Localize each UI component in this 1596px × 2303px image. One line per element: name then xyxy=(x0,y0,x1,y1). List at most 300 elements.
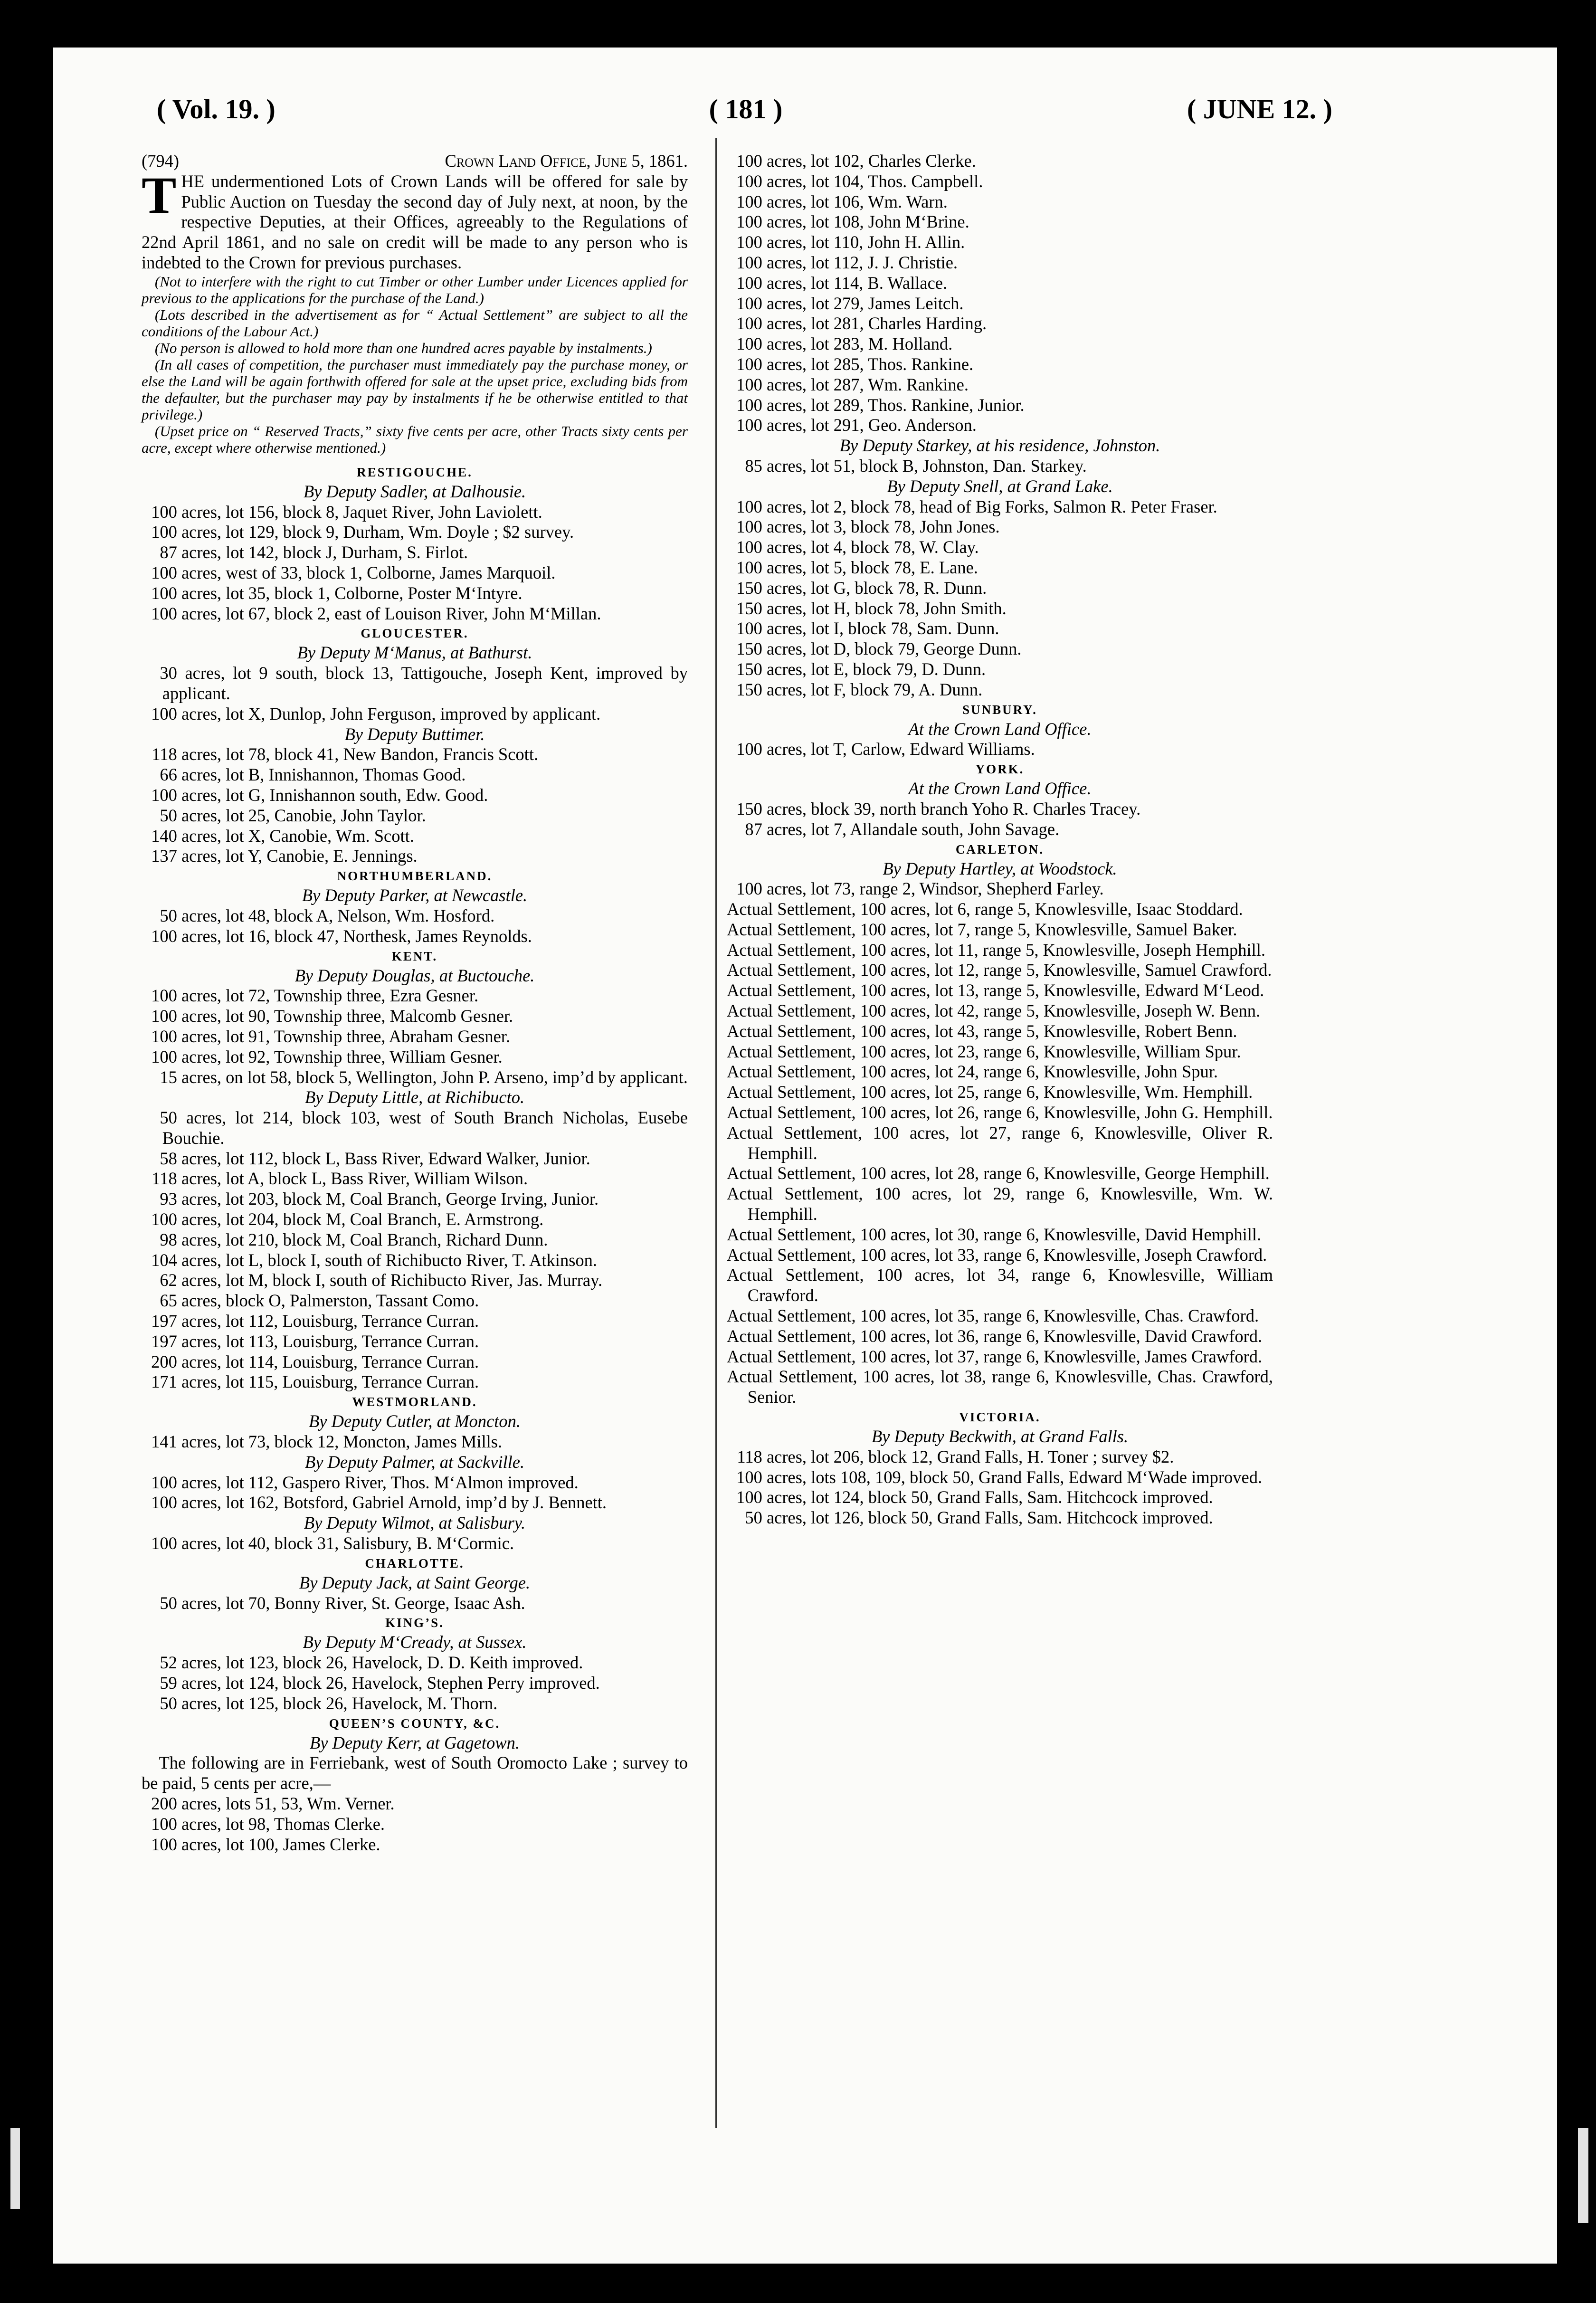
acreage: 50 xyxy=(160,905,177,925)
lot-entry xyxy=(727,537,1273,558)
lot-entry xyxy=(727,1487,1273,1508)
acreage: 100 xyxy=(736,151,762,171)
acreage: 98 xyxy=(160,1229,177,1249)
lot-entry xyxy=(142,1432,688,1452)
lot-description: acres, lot 9 south, block 13, Tattigouche, Joseph Kent, improved by applicant. xyxy=(162,663,688,703)
acreage: 100 xyxy=(151,1209,177,1229)
lot-entry xyxy=(142,765,688,785)
lot-entry xyxy=(142,926,688,947)
acreage: 100 xyxy=(736,334,762,354)
right-column xyxy=(727,151,1273,1528)
lot-description: acres, lot 5, block 78, E. Lane. xyxy=(762,557,978,577)
lot-description: acres, lot 210, block M, Coal Branch, Richard Dunn. xyxy=(177,1229,548,1249)
acreage: 200 xyxy=(151,1794,177,1813)
county-heading: WESTMORLAND. xyxy=(352,1395,477,1409)
acreage: 100 xyxy=(736,232,762,252)
lot-description: acres, lot X, Canobie, Wm. Scott. xyxy=(177,826,414,846)
acreage: 150 xyxy=(736,639,762,659)
lot-entry xyxy=(727,212,1273,232)
lot-description: acres, lot 70, Bonny River, St. George, Isaac Ash. xyxy=(177,1593,525,1613)
lot-description: acres, block O, Palmerston, Tassant Como. xyxy=(177,1291,479,1311)
lot-description: acres, lot 214, block 103, west of South Branch Nicholas, Eusebe Bouchie. xyxy=(162,1108,688,1148)
settlement-lot-entry: Actual Settlement, 100 acres, lot 30, range 6, Knowlesville, David Hemphill. xyxy=(727,1224,1262,1244)
notice-heading xyxy=(142,151,688,171)
acreage: 118 xyxy=(152,1169,177,1189)
county-heading: VICTORIA. xyxy=(959,1410,1041,1425)
lot-entry xyxy=(142,1673,688,1694)
lot-entry xyxy=(727,599,1273,619)
lot-description: acres, lot 126, block 50, Grand Falls, Sam. Hitchcock improved. xyxy=(762,1508,1213,1528)
lot-entry xyxy=(142,583,688,604)
lot-entry xyxy=(142,1169,688,1189)
deputy-heading: By Deputy Little, at Richibucto. xyxy=(304,1087,525,1107)
lot-description: acres, lot 287, Wm. Rankine. xyxy=(762,374,969,394)
lot-entry xyxy=(142,906,688,926)
lot-description: acres, block 39, north branch Yoho R. Charles Tracey. xyxy=(762,799,1141,818)
lot-entry xyxy=(727,294,1273,314)
settlement-lot-entry: Actual Settlement, 100 acres, lot 27, range 6, Knowlesville, Oliver R. Hemphill. xyxy=(727,1123,1273,1163)
acreage: 85 xyxy=(745,456,762,476)
settlement-lot-entry: Actual Settlement, 100 acres, lot 26, range 6, Knowlesville, John G. Hemphill. xyxy=(727,1103,1273,1123)
acreage: 100 xyxy=(151,986,177,1006)
acreage: 100 xyxy=(736,557,762,577)
lot-description: acres, lot 102, Charles Clerke. xyxy=(762,151,976,171)
lot-description: acres, lot 25, Canobie, John Taylor. xyxy=(177,805,426,825)
deputy-heading: By Deputy Snell, at Grand Lake. xyxy=(887,476,1113,496)
deputy-heading: By Deputy Cutler, at Moncton. xyxy=(308,1411,521,1431)
lot-description: acres, lot 35, block 1, Colborne, Poster M‘Intyre. xyxy=(177,583,522,603)
settlement-lot-entry: Actual Settlement, 100 acres, lot 25, range 6, Knowlesville, Wm. Hemphill. xyxy=(727,1082,1253,1102)
acreage: 100 xyxy=(151,583,177,603)
acreage: 50 xyxy=(160,1593,177,1613)
lot-entry xyxy=(727,253,1273,273)
acreage: 100 xyxy=(151,1047,177,1066)
lot-entry xyxy=(142,1533,688,1554)
county-heading: YORK. xyxy=(975,762,1025,777)
acreage: 150 xyxy=(736,679,762,699)
lot-entry xyxy=(727,375,1273,395)
deputy-heading: By Deputy Kerr, at Gagetown. xyxy=(310,1732,520,1752)
lot-description: acres, lot 3, block 78, John Jones. xyxy=(762,517,1000,537)
acreage: 100 xyxy=(736,191,762,211)
county-heading: RESTIGOUCHE. xyxy=(357,465,473,479)
lot-entry xyxy=(727,619,1273,639)
settlement-lot-entry: Actual Settlement, 100 acres, lot 43, range 5, Knowlesville, Robert Benn. xyxy=(727,1021,1237,1041)
lot-entry xyxy=(142,542,688,563)
lot-entry xyxy=(142,663,688,704)
lot-entry xyxy=(142,846,688,866)
acreage: 50 xyxy=(160,805,177,825)
lot-entry xyxy=(727,639,1273,659)
acreage: 197 xyxy=(151,1311,177,1331)
lot-entry xyxy=(727,273,1273,294)
lot-description: acres, lot 204, block M, Coal Branch, E. Armstrong. xyxy=(177,1209,544,1229)
acreage: 100 xyxy=(151,502,177,522)
acreage: 100 xyxy=(736,212,762,232)
lot-description: acres, lot 142, block J, Durham, S. Firlot. xyxy=(177,542,468,562)
lot-description: acres, lot 281, Charles Harding. xyxy=(762,314,987,333)
lot-description: acres, lot 113, Louisburg, Terrance Curran. xyxy=(177,1331,479,1351)
lot-entry xyxy=(727,151,1273,171)
acreage: 100 xyxy=(736,374,762,394)
lot-entry xyxy=(142,986,688,1006)
acreage: 171 xyxy=(151,1372,177,1392)
lot-entry xyxy=(727,517,1273,537)
acreage: 150 xyxy=(736,659,762,679)
lot-description: acres, lot 114, Louisburg, Terrance Curran. xyxy=(177,1351,479,1371)
left-column xyxy=(142,151,688,1855)
lot-description: acres, lot 100, James Clerke. xyxy=(177,1834,380,1854)
acreage: 100 xyxy=(151,562,177,582)
acreage: 50 xyxy=(745,1508,762,1528)
lot-description: acres, lot D, block 79, George Dunn. xyxy=(762,639,1022,659)
page-number: ( 181 ) xyxy=(709,94,783,124)
deputy-heading: By Deputy Palmer, at Sackville. xyxy=(304,1452,525,1472)
acreage: 100 xyxy=(736,537,762,557)
lot-entry xyxy=(142,563,688,583)
lot-description: acres, lot 108, John M‘Brine. xyxy=(762,212,969,232)
settlement-lot-entry: Actual Settlement, 100 acres, lot 33, range 6, Knowlesville, Joseph Crawford. xyxy=(727,1245,1267,1265)
acreage: 100 xyxy=(736,496,762,516)
lot-description: acres, lot F, block 79, A. Dunn. xyxy=(762,679,983,699)
right-listings xyxy=(727,151,1273,1528)
acreage: 100 xyxy=(151,603,177,623)
lot-description: acres, lot 124, block 26, Havelock, Stephen Perry improved. xyxy=(177,1673,600,1693)
lot-description: acres, on lot 58, block 5, Wellington, John P. Arseno, imp’d by applicant. xyxy=(177,1067,688,1087)
acreage: 65 xyxy=(160,1291,177,1311)
acreage: 100 xyxy=(736,171,762,191)
acreage: 58 xyxy=(160,1148,177,1168)
acreage: 100 xyxy=(736,252,762,272)
lot-entry xyxy=(142,704,688,724)
acreage: 118 xyxy=(737,1447,762,1466)
lot-entry xyxy=(142,1332,688,1352)
deputy-heading: By Deputy Buttimer. xyxy=(344,724,485,744)
lot-description: acres, lot 73, block 12, Moncton, James Mills. xyxy=(177,1432,503,1452)
lot-entry xyxy=(727,354,1273,375)
acreage: 52 xyxy=(160,1653,177,1673)
settlement-lot-entry: Actual Settlement, 100 acres, lot 35, range 6, Knowlesville, Chas. Crawford. xyxy=(727,1306,1259,1326)
acreage: 62 xyxy=(160,1270,177,1290)
acreage: 30 xyxy=(160,663,177,683)
lot-description: acres, lot 279, James Leitch. xyxy=(762,293,964,313)
acreage: 140 xyxy=(151,826,177,846)
acreage: 118 xyxy=(152,744,177,764)
lot-entry xyxy=(727,659,1273,680)
lot-entry xyxy=(727,1467,1273,1488)
settlement-lot-entry: Actual Settlement, 100 acres, lot 38, range 6, Knowlesville, Chas. Crawford, Senior. xyxy=(727,1367,1273,1407)
lot-description: acres, lot 283, M. Holland. xyxy=(762,334,953,354)
county-heading: QUEEN’S COUNTY, &C. xyxy=(329,1716,501,1731)
lot-entry xyxy=(727,558,1273,578)
settlement-lot-entry: Actual Settlement, 100 acres, lot 11, range 5, Knowlesville, Joseph Hemphill. xyxy=(727,940,1265,960)
acreage: 50 xyxy=(160,1108,177,1128)
acreage: 100 xyxy=(151,1533,177,1553)
lot-entry xyxy=(727,334,1273,354)
lot-entry xyxy=(142,1209,688,1230)
lot-description: acres, lot 112, J. J. Christie. xyxy=(762,252,958,272)
acreage: 100 xyxy=(736,517,762,537)
lot-entry xyxy=(142,744,688,765)
lot-description: acres, lot 156, block 8, Jaquet River, John Laviolett. xyxy=(177,502,542,522)
acreage: 104 xyxy=(151,1250,177,1270)
acreage: 100 xyxy=(736,739,762,759)
acreage: 100 xyxy=(151,1834,177,1854)
lot-entry xyxy=(727,1447,1273,1467)
acreage: 100 xyxy=(151,1006,177,1026)
settlement-lot-entry: Actual Settlement, 100 acres, lot 6, range 5, Knowlesville, Isaac Stoddard. xyxy=(727,899,1243,919)
lot-description: acres, lot 124, block 50, Grand Falls, Sam. Hitchcock improved. xyxy=(762,1487,1213,1507)
acreage: 87 xyxy=(745,819,762,839)
acreage: 100 xyxy=(736,273,762,293)
lot-entry xyxy=(727,415,1273,436)
acreage: 100 xyxy=(736,1487,762,1507)
lot-description: acres, lot 73, range 2, Windsor, Shepherd Farley. xyxy=(762,879,1104,899)
lot-description: acres, lot 129, block 9, Durham, Wm. Doyle ; $2 survey. xyxy=(177,522,574,542)
lot-entry xyxy=(142,1230,688,1250)
county-heading: GLOUCESTER. xyxy=(361,626,469,641)
notice-intro xyxy=(142,166,688,273)
lot-description: acres, lot 125, block 26, Havelock, M. Thorn. xyxy=(177,1693,498,1713)
lot-description: acres, lot 48, block A, Nelson, Wm. Hosford. xyxy=(177,905,495,925)
scan-edge-right xyxy=(1578,2128,1588,2223)
lot-description: acres, lot G, Innishannon south, Edw. Good. xyxy=(177,785,488,805)
settlement-lot-entry: Actual Settlement, 100 acres, lot 36, range 6, Knowlesville, David Crawford. xyxy=(727,1326,1263,1346)
lot-entry xyxy=(142,1291,688,1311)
lot-description: acres, lot 115, Louisburg, Terrance Curran. xyxy=(177,1372,479,1392)
notice-conditions xyxy=(142,273,688,456)
settlement-lot-entry: Actual Settlement, 100 acres, lot 28, range 6, Knowlesville, George Hemphill. xyxy=(727,1163,1270,1183)
lot-description: acres, lot 162, Botsford, Gabriel Arnold, imp’d by J. Bennett. xyxy=(177,1493,607,1513)
lot-entry xyxy=(142,1694,688,1714)
lot-description: acres, lot 104, Thos. Campbell. xyxy=(762,171,983,191)
acreage: 150 xyxy=(736,799,762,818)
acreage: 100 xyxy=(736,415,762,435)
lot-entry xyxy=(727,456,1273,476)
lot-description: acres, lot 98, Thomas Clerke. xyxy=(177,1814,385,1834)
condition-note: (No person is allowed to hold more than one hundred acres payable by instalments.) xyxy=(154,339,652,356)
acreage: 87 xyxy=(160,542,177,562)
deputy-heading: By Deputy Douglas, at Buctouche. xyxy=(294,965,535,985)
lot-entry xyxy=(727,578,1273,599)
deputy-heading: By Deputy Starkey, at his residence, Johnston. xyxy=(839,436,1160,456)
lot-entry xyxy=(142,785,688,806)
lot-description: acres, lot 67, block 2, east of Louison River, John M‘Millan. xyxy=(177,603,601,623)
lot-entry xyxy=(727,1508,1273,1528)
acreage: 100 xyxy=(151,1493,177,1513)
lot-entry xyxy=(142,1108,688,1149)
lot-description: acres, lot M, block I, south of Richibucto River, Jas. Murray. xyxy=(177,1270,603,1290)
condition-note: (Lots described in the advertisement as for “ Actual Settlement” are subject to all the conditions of the Labour Act.) xyxy=(142,306,688,340)
lot-description: acres, lot 51, block B, Johnston, Dan. Starkey. xyxy=(762,456,1087,476)
acreage: 150 xyxy=(736,598,762,618)
lot-entry xyxy=(142,1352,688,1372)
lot-description: acres, west of 33, block 1, Colborne, James Marquoil. xyxy=(177,562,556,582)
lot-description: acres, lot 110, John H. Allin. xyxy=(762,232,965,252)
settlement-lot-entry: Actual Settlement, 100 acres, lot 23, range 6, Knowlesville, William Spur. xyxy=(727,1041,1241,1061)
lot-entry xyxy=(142,1653,688,1673)
lot-description: acres, lot A, block L, Bass River, William Wilson. xyxy=(177,1169,528,1189)
lot-description: acres, lot H, block 78, John Smith. xyxy=(762,598,1007,618)
lot-entry xyxy=(142,1006,688,1027)
condition-note: (Not to interfere with the right to cut Timber or other Lumber under Licences applied for previous to the applications for the purchase of the Land.) xyxy=(142,273,688,306)
lot-description: acres, lot 206, block 12, Grand Falls, H. Toner ; survey $2. xyxy=(762,1447,1174,1466)
acreage: 50 xyxy=(160,1693,177,1713)
lot-description: acres, lot 72, Township three, Ezra Gesner. xyxy=(177,986,479,1006)
lot-entry xyxy=(727,497,1273,517)
settlement-lot-entry: Actual Settlement, 100 acres, lot 42, range 5, Knowlesville, Joseph W. Benn. xyxy=(727,1001,1261,1021)
lot-description: acres, lot 291, Geo. Anderson. xyxy=(762,415,977,435)
lot-description: acres, lot 91, Township three, Abraham Gesner. xyxy=(177,1026,511,1046)
lot-entry xyxy=(142,502,688,523)
lot-description: acres, lot 203, block M, Coal Branch, George Irving, Junior. xyxy=(177,1189,599,1209)
lot-entry xyxy=(727,739,1273,760)
acreage: 100 xyxy=(736,619,762,638)
lot-entry xyxy=(727,314,1273,334)
deputy-heading: By Deputy M‘Manus, at Bathurst. xyxy=(297,643,532,663)
acreage: 100 xyxy=(736,879,762,899)
county-heading: CARLETON. xyxy=(955,842,1045,856)
deputy-heading: By Deputy Parker, at Newcastle. xyxy=(302,885,528,905)
lot-entry xyxy=(142,1372,688,1392)
lot-entry xyxy=(727,232,1273,253)
acreage: 66 xyxy=(160,765,177,785)
lot-description: acres, lot X, Dunlop, John Ferguson, improved by applicant. xyxy=(177,704,601,723)
lot-description: acres, lot 112, block L, Bass River, Edward Walker, Junior. xyxy=(177,1148,590,1168)
acreage: 137 xyxy=(151,846,177,866)
lot-description: acres, lot I, block 78, Sam. Dunn. xyxy=(762,619,999,638)
lot-entry xyxy=(727,680,1273,700)
acreage: 100 xyxy=(736,354,762,374)
acreage: 100 xyxy=(151,522,177,542)
acreage: 100 xyxy=(736,314,762,333)
lot-entry xyxy=(142,1311,688,1332)
lot-description: acres, lot 289, Thos. Rankine, Junior. xyxy=(762,395,1025,415)
acreage: 197 xyxy=(151,1331,177,1351)
acreage: 200 xyxy=(151,1351,177,1371)
deputy-heading: By Deputy Sadler, at Dalhousie. xyxy=(303,481,526,501)
lot-description: acres, lot T, Carlow, Edward Williams. xyxy=(762,739,1035,759)
lot-description: acres, lot 40, block 31, Salisbury, B. M‘Cormic. xyxy=(177,1533,514,1553)
lot-entry xyxy=(727,171,1273,192)
left-listings xyxy=(142,463,688,1855)
settlement-lot-entry: Actual Settlement, 100 acres, lot 7, range 5, Knowlesville, Samuel Baker. xyxy=(727,919,1237,939)
notice-number: (794) xyxy=(142,151,180,171)
lot-description: acres, lot 92, Township three, William Gesner. xyxy=(177,1047,503,1066)
lot-description: acres, lot 112, Gaspero River, Thos. M‘Almon improved. xyxy=(177,1472,579,1492)
acreage: 93 xyxy=(160,1189,177,1209)
lot-entry xyxy=(142,1149,688,1169)
acreage: 15 xyxy=(160,1067,177,1087)
settlement-lot-entry: Actual Settlement, 100 acres, lot 29, range 6, Knowlesville, Wm. W. Hemphill. xyxy=(727,1184,1273,1224)
lot-description: acres, lot 2, block 78, head of Big Forks, Salmon R. Peter Fraser. xyxy=(762,496,1217,516)
deputy-heading: By Deputy Wilmot, at Salisbury. xyxy=(304,1513,526,1533)
lot-description: acres, lot 106, Wm. Warn. xyxy=(762,191,948,211)
volume-label: ( Vol. 19. ) xyxy=(157,94,276,124)
drop-cap: T xyxy=(142,166,177,224)
settlement-lot-entry: Actual Settlement, 100 acres, lot 24, range 6, Knowlesville, John Spur. xyxy=(727,1062,1218,1082)
deputy-heading: By Deputy Hartley, at Woodstock. xyxy=(883,858,1117,878)
lot-entry xyxy=(142,1270,688,1291)
lot-description: acres, lot L, block I, south of Richibucto River, T. Atkinson. xyxy=(177,1250,598,1270)
settlement-lot-entry: Actual Settlement, 100 acres, lot 12, range 5, Knowlesville, Samuel Crawford. xyxy=(727,960,1272,980)
lot-description: acres, lot 114, B. Wallace. xyxy=(762,273,948,293)
condition-note: (In all cases of competition, the purchaser must immediately pay the purchase money, or else the Land will be again forthwith offered for sale at the upset price, excluding bids from the defaulter, but the purchaser may pay by instalments if he be otherwise entitled to that privilege.) xyxy=(142,356,688,423)
county-heading: KING’S. xyxy=(385,1616,444,1630)
lot-description: acres, lot Y, Canobie, E. Jennings. xyxy=(177,846,418,866)
lot-description: acres, lot B, Innishannon, Thomas Good. xyxy=(177,765,466,785)
condition-note: (Upset price on “ Reserved Tracts,” sixty five cents per acre, other Tracts sixty cents per acre, except where otherwise mentioned.) xyxy=(142,422,688,456)
county-heading: NORTHUMBERLAND. xyxy=(337,869,493,884)
acreage: 100 xyxy=(151,704,177,723)
lot-entry xyxy=(727,799,1273,819)
acreage: 100 xyxy=(736,293,762,313)
lot-description: acres, lots 51, 53, Wm. Verner. xyxy=(177,1794,395,1813)
notice-office: Crown Land Office, June 5, 1861. xyxy=(445,151,688,171)
acreage: 100 xyxy=(151,1026,177,1046)
acreage: 150 xyxy=(736,578,762,598)
lot-entry xyxy=(142,1493,688,1513)
settlement-lot-entry: Actual Settlement, 100 acres, lot 37, range 6, Knowlesville, James Crawford. xyxy=(727,1346,1263,1366)
deputy-heading: By Deputy Beckwith, at Grand Falls. xyxy=(871,1427,1129,1447)
column-divider xyxy=(715,138,717,2128)
lot-description: acres, lot 112, Louisburg, Terrance Curran. xyxy=(177,1311,479,1331)
issue-date: ( JUNE 12. ) xyxy=(1187,94,1332,124)
notice-body: HE undermentioned Lots of Crown Lands will be offered for sale by Public Auction on Tuesday the second day of July next, at noon, by the respective Deputies, at their Offices, agreeably to the Regulations of 22nd April 1861, and no sale on credit will be made to any person who is indebted to the Crown for previous purchases. xyxy=(142,171,688,272)
lot-entry xyxy=(142,806,688,826)
lot-entry xyxy=(727,879,1273,899)
lot-description: acres, lot G, block 78, R. Dunn. xyxy=(762,578,987,598)
lot-description: acres, lot 78, block 41, New Bandon, Francis Scott. xyxy=(177,744,539,764)
page-header xyxy=(157,95,1332,124)
lot-entry xyxy=(142,1189,688,1209)
survey-note: The following are in Ferriebank, west of South Oromocto Lake ; survey to be paid, 5 cents per acre,— xyxy=(142,1753,688,1793)
settlement-lot-entry: Actual Settlement, 100 acres, lot 34, range 6, Knowlesville, William Crawford. xyxy=(727,1265,1273,1305)
scan-edge-left xyxy=(10,2128,20,2209)
acreage: 100 xyxy=(736,1467,762,1487)
deputy-heading: By Deputy M‘Cready, at Sussex. xyxy=(303,1632,527,1652)
deputy-heading: At the Crown Land Office. xyxy=(908,779,1092,799)
lot-entry xyxy=(142,1047,688,1067)
settlement-lot-entry: Actual Settlement, 100 acres, lot 13, range 5, Knowlesville, Edward M‘Leod. xyxy=(727,980,1264,1000)
acreage: 100 xyxy=(151,785,177,805)
lot-entry xyxy=(142,1067,688,1088)
lot-entry xyxy=(142,1027,688,1047)
deputy-heading: At the Crown Land Office. xyxy=(908,719,1092,739)
lot-description: acres, lot 16, block 47, Northesk, James Reynolds. xyxy=(177,926,532,946)
acreage: 59 xyxy=(160,1673,177,1693)
lot-entry xyxy=(727,819,1273,840)
acreage: 100 xyxy=(151,1814,177,1834)
lot-description: acres, lot 123, block 26, Havelock, D. D. Keith improved. xyxy=(177,1653,583,1673)
acreage: 141 xyxy=(151,1432,177,1452)
lot-description: acres, lot 7, Allandale south, John Savage. xyxy=(762,819,1060,839)
lot-description: acres, lot 90, Township three, Malcomb Gesner. xyxy=(177,1006,513,1026)
deputy-heading: By Deputy Jack, at Saint George. xyxy=(299,1572,531,1592)
lot-description: acres, lot E, block 79, D. Dunn. xyxy=(762,659,986,679)
lot-description: acres, lots 108, 109, block 50, Grand Falls, Edward M‘Wade improved. xyxy=(762,1467,1263,1487)
county-heading: CHARLOTTE. xyxy=(365,1556,465,1570)
county-heading: KENT. xyxy=(391,949,438,963)
lot-entry xyxy=(142,604,688,624)
acreage: 100 xyxy=(736,395,762,415)
lot-entry xyxy=(142,826,688,847)
lot-entry xyxy=(142,1250,688,1271)
lot-entry xyxy=(142,522,688,542)
lot-description: acres, lot 4, block 78, W. Clay. xyxy=(762,537,979,557)
county-heading: SUNBURY. xyxy=(962,702,1037,717)
lot-entry xyxy=(727,192,1273,212)
